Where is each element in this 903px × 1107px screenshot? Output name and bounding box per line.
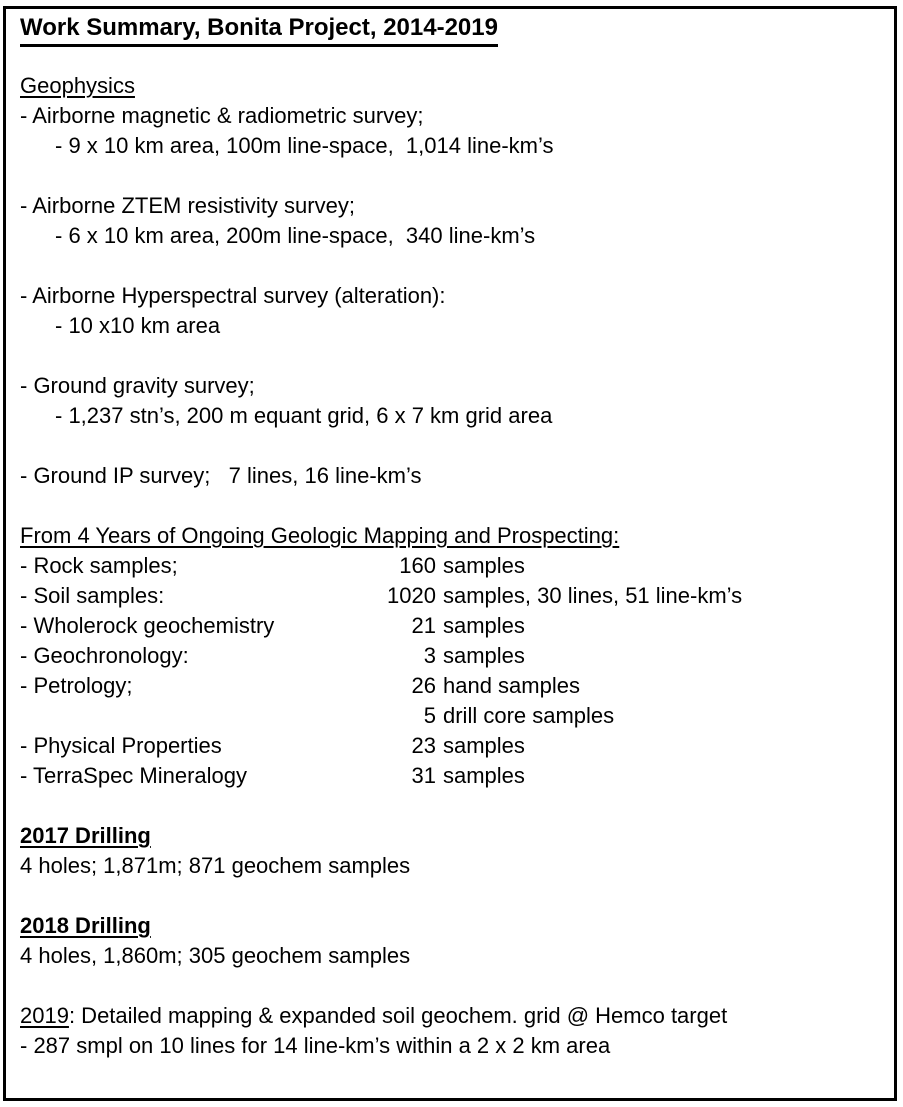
year-2019-detail: - 287 smpl on 10 lines for 14 line-km’s within a 2 x 2 km area: [20, 1033, 611, 1058]
sample-row-wholerock: [20, 611, 882, 641]
sample-detail: hand samples: [443, 673, 580, 698]
survey-group-ztem: [20, 191, 882, 251]
sample-label: - Wholerock geochemistry: [20, 613, 275, 638]
survey-detail: - 9 x 10 km area, 100m line-space, 1,014 line-km’s: [55, 133, 554, 158]
survey-detail: - 6 x 10 km area, 200m line-space, 340 line-km’s: [55, 223, 536, 248]
mapping-heading-text: From 4 Years of Ongoing Geologic Mapping and Prospecting:: [20, 523, 620, 548]
survey-name: - Ground gravity survey;: [20, 373, 255, 398]
sample-row-rock: [20, 551, 882, 581]
sample-detail: samples, 30 lines, 51 line-km’s: [443, 583, 743, 608]
drilling-2018-heading: [20, 911, 882, 941]
survey-name: - Airborne ZTEM resistivity survey;: [20, 193, 355, 218]
survey-name: - Airborne Hyperspectral survey (alteration):: [20, 283, 446, 308]
sample-row-soil: [20, 581, 882, 611]
sample-label: - Rock samples;: [20, 553, 178, 578]
survey-group-ip: - Ground IP survey; 7 lines, 16 line-km’s: [20, 463, 422, 488]
sample-amount: 3: [423, 643, 436, 668]
drilling-2017-summary: 4 holes; 1,871m; 871 geochem samples: [20, 853, 411, 878]
sample-amount: 23: [411, 733, 436, 758]
drilling-2017-heading-text: 2017 Drilling: [20, 823, 151, 848]
sample-detail: drill core samples: [443, 703, 615, 728]
sample-row-petrology-core: [20, 701, 882, 731]
mapping-heading: [20, 521, 882, 551]
sample-row-petrology: [20, 671, 882, 701]
sample-label: - Petrology;: [20, 673, 133, 698]
year-2019-heading-rest: : Detailed mapping & expanded soil geochem. grid @ Hemco target: [68, 1003, 728, 1028]
survey-name: - Airborne magnetic & radiometric survey;: [20, 103, 424, 128]
geophysics-heading: [20, 71, 882, 101]
sample-amount: 31: [411, 763, 436, 788]
sample-label: [20, 701, 380, 731]
sample-label: - Geochronology:: [20, 643, 189, 668]
sample-detail: samples: [443, 553, 525, 578]
sample-label: - TerraSpec Mineralogy: [20, 763, 248, 788]
sample-amount: 21: [411, 613, 436, 638]
sample-detail: samples: [443, 763, 525, 788]
year-2019-heading: [20, 1001, 882, 1031]
survey-group-gravity: [20, 371, 882, 431]
sample-amount: 26: [411, 673, 436, 698]
document-frame: [3, 6, 897, 1101]
title-row: [20, 15, 882, 47]
sample-amount: 5: [423, 703, 436, 728]
sample-amount: 160: [399, 553, 436, 578]
drilling-2018-heading-text: 2018 Drilling: [20, 913, 151, 938]
sample-row-physical-properties: [20, 731, 882, 761]
drilling-2017-heading: [20, 821, 882, 851]
survey-detail: - 10 x10 km area: [55, 313, 221, 338]
sample-label: - Soil samples:: [20, 583, 165, 608]
sample-detail: samples: [443, 613, 525, 638]
sample-detail: samples: [443, 643, 525, 668]
geophysics-heading-text: Geophysics: [20, 73, 135, 98]
sample-row-terraspec: [20, 761, 882, 791]
page-title: Work Summary, Bonita Project, 2014-2019: [20, 16, 498, 47]
drilling-2018-summary: 4 holes, 1,860m; 305 geochem samples: [20, 943, 411, 968]
sample-amount: 1020: [387, 583, 436, 608]
sample-row-geochronology: [20, 641, 882, 671]
year-2019-label: 2019: [20, 1003, 69, 1028]
survey-detail: - 1,237 stn’s, 200 m equant grid, 6 x 7 km grid area: [55, 403, 553, 428]
sample-detail: samples: [443, 733, 525, 758]
sample-label: - Physical Properties: [20, 733, 222, 758]
survey-group-hyperspectral: [20, 281, 882, 341]
survey-group-magnetic: [20, 101, 882, 161]
